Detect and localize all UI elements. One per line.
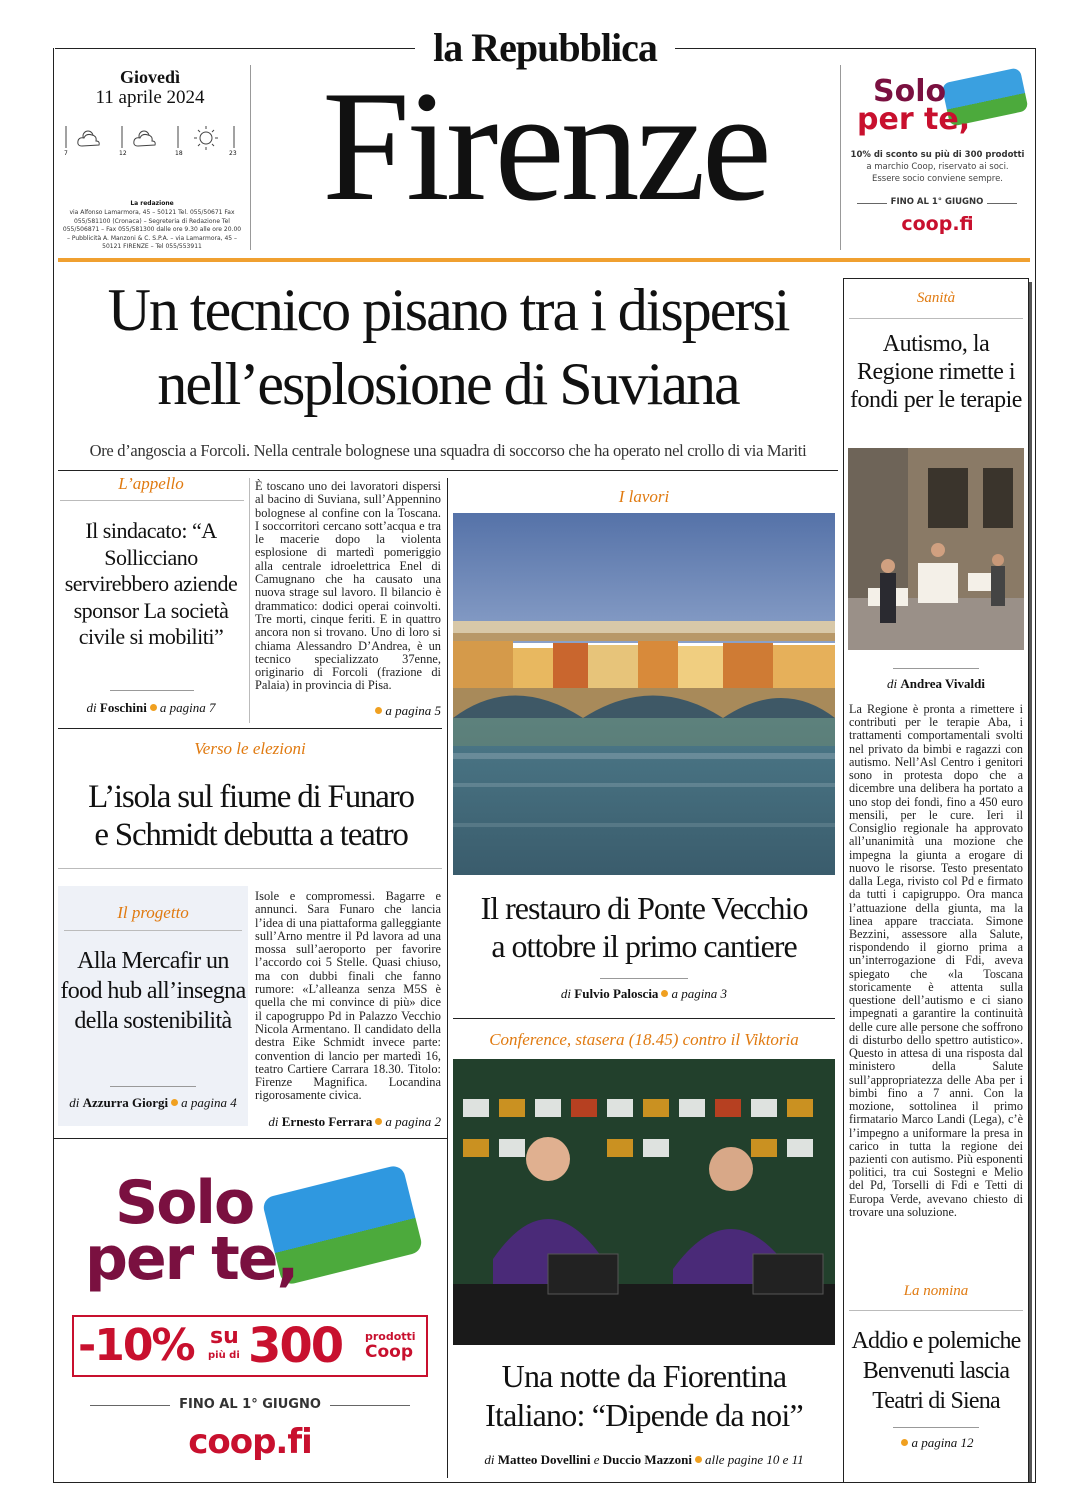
brand-logo[interactable]: la Repubblica: [415, 24, 675, 71]
nomina-kicker-rule: [849, 1310, 1023, 1311]
weather-time-4: 23: [229, 150, 237, 157]
byline-author: Azzurra Giorgi: [82, 1095, 169, 1110]
nomina-page-ref: [843, 1435, 1029, 1451]
appello-headline[interactable]: Il sindacato: “A Sollicciano servirebbero aziende sponsor La società civile si mobiliti”: [64, 518, 238, 649]
lavori-headline-2[interactable]: a ottobre il primo cantiere: [491, 928, 797, 964]
byline-page: alle pagine 10 e 11: [704, 1452, 804, 1467]
ad-bottom-title-1: Solo: [115, 1168, 254, 1238]
lavori-byline-rule: [600, 978, 688, 979]
byline-by: di: [560, 986, 572, 1001]
protest-photo: [848, 448, 1024, 650]
press-conference-photo: [453, 1059, 835, 1345]
sanita-kicker: Sanità: [916, 290, 956, 306]
redazione-title: La redazione: [130, 200, 174, 207]
appello-byline: [58, 700, 244, 716]
byline-by: di: [268, 1114, 279, 1129]
elezioni-kicker: Verso le elezioni: [194, 739, 306, 758]
weather-icons: [64, 124, 240, 160]
lead-headline-2[interactable]: nell’esplosione di Suviana: [157, 351, 739, 417]
sanita-kicker-rule: [849, 318, 1023, 319]
weather-strip: [64, 124, 240, 160]
nomina-headline[interactable]: Addio e polemiche Benvenuti lascia Teatri di Siena: [851, 1328, 1021, 1414]
ad-bottom[interactable]: [60, 1150, 440, 1480]
elezioni-body: Isole e compromessi. Bagarre e annunci. Sara Funaro che lancia l’idea di una piattaforma galleggiante sull’Arno mentre il Pd lavora ad una mossa sull’aeroporto per favorire l’accordo coi 5 Stelle. Quasi chiuso, ma con dubbi finali che fanno rumore: «L’alleanza senza M5S è quella che mi convince di più» dice il capogruppo Pd in Palazzo Vecchio Nicola Armentano. Il candidato della destra Eike Schmidt invece parte: convention di lancio per martedì 16, teatro Cartiere Carrara 18.30. Titolo: Firenze Magnifica. Locandina rigorosamente civica.: [255, 889, 441, 1103]
bullet-icon: [375, 1118, 382, 1125]
masthead-left-border: [53, 48, 54, 1483]
byline-page: a pagina 3: [671, 986, 728, 1001]
ad-bottom-site: coop.fi: [188, 1422, 312, 1462]
column-divider-1: [249, 478, 250, 723]
masthead-divider-left: [250, 65, 251, 250]
progetto-byline-rule: [110, 1086, 196, 1087]
conference-headline-1[interactable]: Una notte da Fiorentina: [501, 1358, 787, 1394]
byline-by: di: [484, 1452, 495, 1467]
weather-time-3: 18: [175, 150, 183, 157]
redazione-text: via Alfonso Lamarmora, 45 – 50121 Tel. 055/50671 Fax 055/581100 (Cronaca) – Segreteria di Redazione Tel 055/506871 – Fax 055/581300 dalle ore 9.30 alle ore 20.00 – Pubblicità A. Manzoni & C. S.P.A. – via Lamarmora, 45 – 50121 FIRENZE – Tel 055/553911: [62, 209, 242, 250]
conference-kicker: Conference, stasera (18.45) contro il Viktoria: [489, 1030, 799, 1049]
masthead-divider-right: [840, 65, 841, 250]
date-day: Giovedì: [119, 67, 180, 87]
lead-page-ref: [255, 703, 441, 719]
lavori-byline: [453, 986, 835, 1002]
ad-bottom-products-2: Coop: [365, 1342, 414, 1362]
conference-headline-2[interactable]: Italiano: “Dipende da noi”: [485, 1397, 803, 1433]
nomina-page-ref-text: a pagina 12: [911, 1435, 974, 1450]
progetto-kicker: Il progetto: [117, 903, 189, 922]
appello-byline-rule: [110, 690, 194, 691]
conference-byline: [453, 1452, 835, 1468]
appello-kicker: L’appello: [118, 474, 184, 493]
date: 11 aprile 2024: [95, 87, 205, 108]
appello-bottom-rule: [58, 728, 442, 729]
ad-top-line-3: Essere socio conviene sempre.: [871, 174, 1004, 184]
cloud-sun-icon: [134, 131, 155, 146]
appello-kicker-rule: [60, 500, 244, 501]
weather-time-1: 7: [64, 150, 68, 157]
progetto-headline[interactable]: Alla Mercafir un food hub all’insegna della sostenibilità: [60, 948, 246, 1034]
ad-bottom-piu-di: più di: [208, 1350, 240, 1361]
lead-subhead: Ore d’angoscia a Forcoli. Nella centrale bolognese una squadra di soccorso che ha operato nel crollo di via Mariti: [89, 441, 807, 460]
elezioni-headline-2[interactable]: e Schmidt debutta a teatro: [94, 817, 408, 853]
sanita-body: La Regione è pronta a rimettere i contributi per le terapie Aba, i trattamenti comportamentali svolti nel privato da bimbi e ragazzi con autismo. Nell’Asl Centro i genitori sono in protesta dopo che a dicembre una delibera ha portato a uno stop dei fondi, fino a 450 euro mensili, per le cure. Ieri il Consiglio regionale ha approvato all’unanimità una mozione che impegna la giunta a erogare di nuovo le risorse. Testo presentato dalla Lega, rivisto col Pd e firmato da tutti i capigruppo. Ora manca l’attuazione della giunta, ma la linea appare tracciata. Simone Bezzini, assessore alla Salute, rispondendo il giorno prima a un’interrogazione di Fdi, aveva spiegato che «la Toscana storicamente è attenta sulla questione dell’autismo e ci siano impegnati a garantire la continuità delle cure alle persone che soffrono di disturbo dello spettro autistico». Questo in attesa di una risposta dal ministero della Salute sull’appropriatezza delle Aba per i bimbi fino a 7 anni. Con la mozione, sottolinea il primo firmatario Marco Landi (Lega), c’è l’impegno a uniformare la presa in carico in tutta la regione dei pazienti con autismo. Più esponenti politici, tra cui Sostegni e Melio del Pd, Torselli di Fdi e Tetti di Europa Verde, avevano chiesto di trovare una soluzione.: [849, 702, 1023, 1219]
cloud-sun-icon: [78, 131, 99, 146]
lavori-bottom-rule: [453, 1018, 835, 1019]
byline-author: Ernesto Ferrara: [281, 1114, 373, 1129]
byline-page: a pagina 4: [181, 1095, 237, 1110]
byline-and: e: [593, 1452, 600, 1467]
elezioni-byline: [255, 1114, 441, 1130]
ad-bottom-su: su: [210, 1324, 239, 1349]
ad-top-title-2: per te,: [857, 102, 971, 137]
ad-top-site: coop.fi: [901, 213, 974, 235]
byline-author: Andrea Vivaldi: [900, 676, 985, 691]
ad-top-until: FINO AL 1° GIUGNO: [887, 197, 987, 207]
ad-bottom-top-rule: [53, 1138, 447, 1139]
byline-page: a pagina 7: [159, 700, 216, 715]
column-divider-center: [447, 478, 448, 1478]
lavori-photo[interactable]: [453, 513, 835, 875]
masthead-right-border: [1035, 48, 1036, 1483]
lead-headline-1[interactable]: Un tecnico pisano tra i dispersi: [107, 277, 789, 343]
ad-top[interactable]: [845, 65, 1030, 250]
ad-bottom-title-2: per te,: [85, 1224, 298, 1294]
weather-time-2: 12: [119, 150, 127, 157]
lead-body: È toscano uno dei lavoratori dispersi al bacino di Suviana, sull’Appennino bolognese al confine con la Toscana. I soccorritori cercano sott’acqua e tra le macerie dopo la violenta esplosione di martedì pomeriggio alla centrale idroelettrica Enel di Camugnano che ha causato una nuova strage sul lavoro. Il bilancio è drammatico: dodici operai coinvolti. Tre morti, cinque feriti. E in quattro ancora non si trovano. Uno di loro si chiama Alessandro D’Andrea, è un tecnico specializzato 37enne, originario di Forcoli (frazione di Palaia) in provincia di Pisa.: [255, 479, 441, 693]
sanita-byline: [843, 676, 1029, 692]
byline-by: di: [86, 700, 97, 715]
byline-author: Duccio Mazzoni: [602, 1452, 692, 1467]
ad-bottom-percent: -10%: [78, 1320, 194, 1371]
ad-top-title-1: Solo: [873, 74, 947, 109]
sanita-headline[interactable]: Autismo, la Regione rimette i fondi per le terapie: [850, 331, 1022, 413]
progetto-kicker-rule: [64, 930, 242, 931]
sun-icon: [194, 126, 218, 150]
bullet-icon: [901, 1439, 908, 1446]
progetto-byline: [58, 1095, 248, 1111]
bullet-icon: [375, 707, 382, 714]
byline-by: di: [69, 1095, 80, 1110]
byline-author: Fulvio Paloscia: [574, 986, 659, 1001]
elezioni-headline-1[interactable]: L’isola sul fiume di Funaro: [88, 779, 414, 815]
edition-title[interactable]: Firenze: [322, 59, 768, 234]
ad-top-line-1: 10% di sconto su più di 300 prodotti: [850, 150, 1025, 160]
ad-bottom-products-1: prodotti: [365, 1330, 416, 1343]
sanita-photo[interactable]: [848, 448, 1024, 650]
byline-page: a pagina 2: [385, 1114, 441, 1129]
bullet-icon: [661, 990, 668, 997]
masthead-orange-rule: [58, 258, 1030, 262]
ad-bottom-number: 300: [248, 1318, 343, 1374]
byline-by: di: [886, 676, 898, 691]
lavori-headline-1[interactable]: Il restauro di Ponte Vecchio: [480, 890, 808, 926]
conference-photo[interactable]: [453, 1059, 835, 1345]
ad-bottom-until: FINO AL 1° GIUGNO: [170, 1397, 330, 1412]
byline-author: Matteo Dovellini: [497, 1452, 591, 1467]
bullet-icon: [695, 1456, 702, 1463]
sanita-box-shadow: [1029, 282, 1032, 1483]
nomina-byline-rule: [893, 1427, 979, 1428]
bullet-icon: [150, 704, 157, 711]
ad-top-line-2: a marchio Coop, riservato ai soci.: [866, 162, 1009, 172]
sanita-byline-rule: [893, 668, 979, 669]
lavori-kicker: I lavori: [618, 487, 670, 506]
bullet-icon: [171, 1099, 178, 1106]
nomina-kicker: La nomina: [903, 1283, 969, 1299]
byline-author: Foschini: [99, 700, 147, 715]
lead-page-ref-text: a pagina 5: [385, 703, 441, 718]
ponte-vecchio-photo: [453, 513, 835, 875]
page-bottom-rule: [53, 1482, 1036, 1483]
elezioni-rule: [58, 868, 442, 869]
lead-subhead-rule: [58, 470, 838, 471]
